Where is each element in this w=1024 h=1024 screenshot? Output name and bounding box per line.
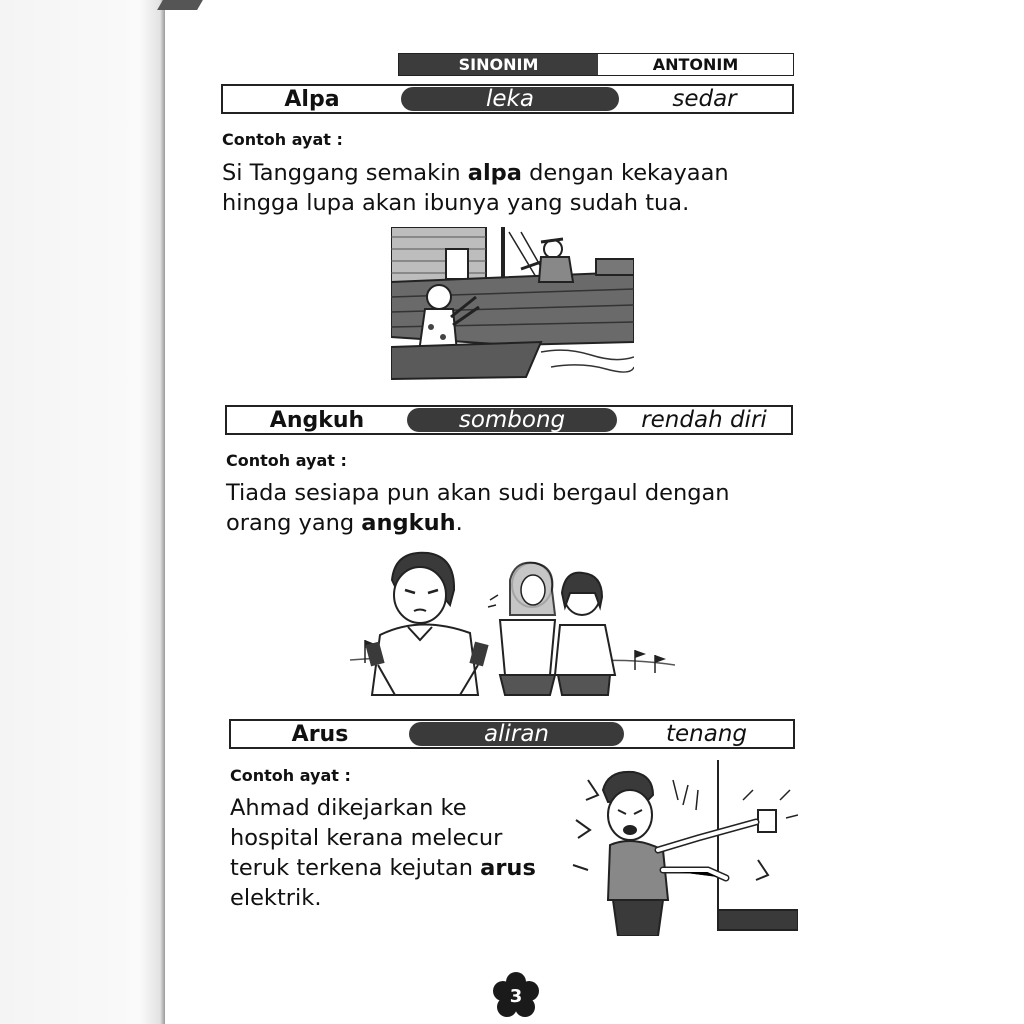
- sentence-part: Ahmad dikejarkan ke hospital kerana melecur teruk terkena kejutan: [230, 795, 503, 881]
- word-row-alpa: [221, 84, 794, 114]
- antonym-cell: sedar: [672, 86, 737, 112]
- table-header: [398, 53, 794, 76]
- synonym-pill: sombong: [407, 408, 617, 432]
- example-sentence: [230, 793, 550, 913]
- headword: Angkuh: [269, 407, 365, 433]
- sentence-keyword: angkuh: [361, 510, 456, 536]
- book-spine: [0, 0, 165, 1024]
- example-label: Contoh ayat :: [226, 451, 347, 470]
- word-row-angkuh: [225, 405, 793, 435]
- word-row-arus: [229, 719, 795, 749]
- example-sentence: [222, 158, 782, 218]
- page-number-badge: [493, 972, 539, 1020]
- sentence-keyword: arus: [480, 855, 536, 881]
- arrogant-girl-illustration: [350, 545, 675, 700]
- sentence-keyword: alpa: [467, 160, 522, 186]
- synonym-header: SINONIM: [399, 54, 598, 75]
- headword: Alpa: [284, 86, 340, 112]
- example-sentence: [226, 478, 766, 538]
- sentence-part: Tiada sesiapa pun akan sudi bergaul dengan orang yang: [226, 480, 730, 536]
- headword: Arus: [291, 721, 349, 747]
- antonym-cell: rendah diri: [641, 407, 767, 433]
- sentence-part: .: [455, 510, 463, 536]
- book-corner: [157, 0, 203, 10]
- page-number: 3: [509, 985, 523, 1007]
- electric-shock-illustration: [558, 760, 798, 936]
- example-label: Contoh ayat :: [230, 766, 351, 785]
- example-label: Contoh ayat :: [222, 130, 343, 149]
- sentence-part: Si Tanggang semakin: [222, 160, 468, 186]
- synonym-pill: aliran: [409, 722, 624, 746]
- antonym-cell: tenang: [665, 721, 748, 747]
- boat-illustration: [391, 227, 634, 382]
- sentence-part: dengan kekayaan hingga lupa akan ibunya yang sudah tua.: [222, 160, 729, 216]
- antonym-header: ANTONIM: [598, 54, 793, 75]
- sentence-part: elektrik.: [230, 885, 322, 911]
- synonym-pill: leka: [401, 87, 619, 111]
